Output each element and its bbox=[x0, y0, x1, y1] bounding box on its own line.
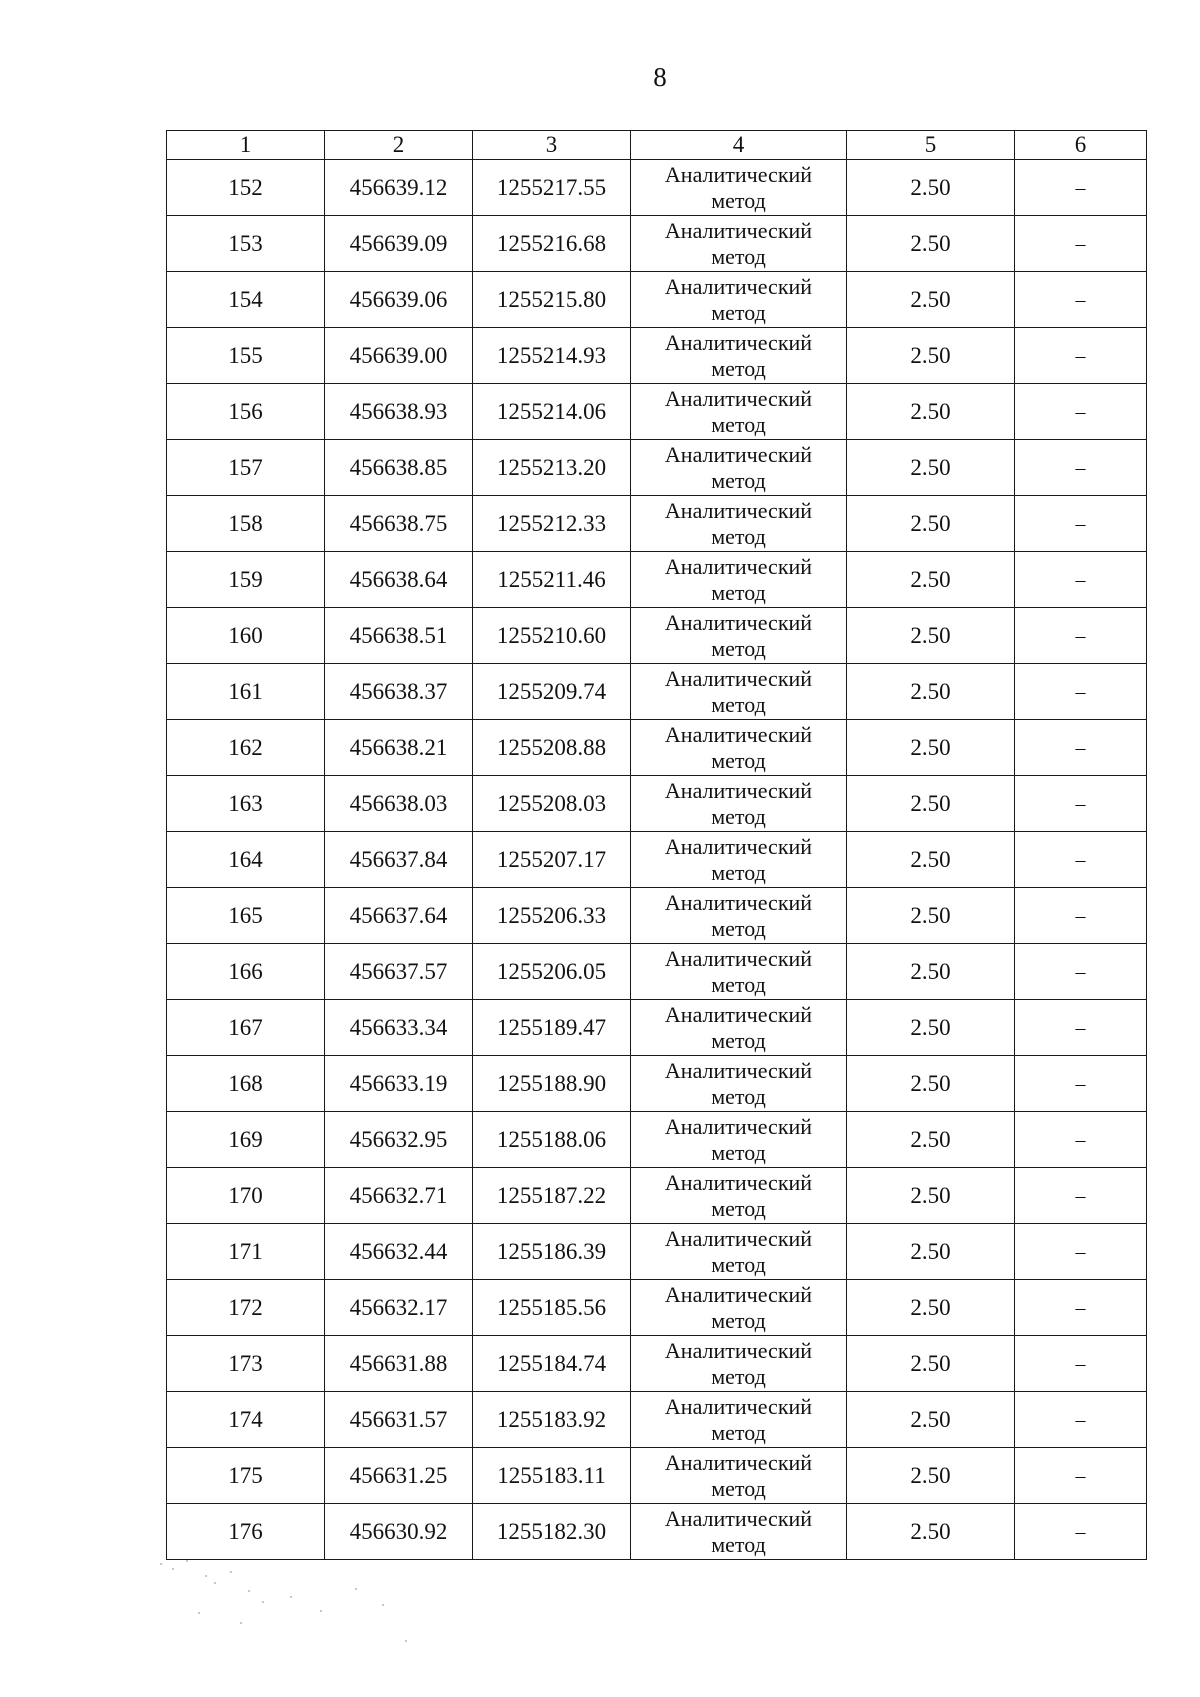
method-line-2: метод bbox=[711, 1476, 766, 1501]
method-line-2: метод bbox=[711, 748, 766, 773]
method-line-2: метод bbox=[711, 692, 766, 717]
method-cell bbox=[631, 1000, 847, 1056]
accuracy-value-cell: 2.50 bbox=[847, 1504, 1015, 1560]
method-line-2: метод bbox=[711, 1308, 766, 1333]
method-line-2: метод bbox=[711, 1084, 766, 1109]
method-line-2: метод bbox=[711, 1364, 766, 1389]
y-coordinate-cell: 1255187.22 bbox=[473, 1168, 631, 1224]
x-coordinate-cell: 456638.75 bbox=[325, 496, 473, 552]
method-line-1: Аналитический bbox=[664, 554, 813, 579]
point-number-cell: 157 bbox=[167, 440, 325, 496]
method-line-2: метод bbox=[711, 1420, 766, 1445]
point-number-cell: 158 bbox=[167, 496, 325, 552]
method-cell bbox=[631, 216, 847, 272]
method-line-1: Аналитический bbox=[664, 1170, 813, 1195]
y-coordinate-cell: 1255214.06 bbox=[473, 384, 631, 440]
note-cell: – bbox=[1015, 1000, 1147, 1056]
accuracy-value-cell: 2.50 bbox=[847, 496, 1015, 552]
accuracy-value-cell: 2.50 bbox=[847, 216, 1015, 272]
table-row bbox=[167, 272, 1147, 328]
y-coordinate-cell: 1255207.17 bbox=[473, 832, 631, 888]
method-cell bbox=[631, 888, 847, 944]
method-line-1: Аналитический bbox=[664, 1002, 813, 1027]
method-line-2: метод bbox=[711, 1252, 766, 1277]
method-cell bbox=[631, 384, 847, 440]
table-row bbox=[167, 1504, 1147, 1560]
accuracy-value-cell: 2.50 bbox=[847, 1056, 1015, 1112]
accuracy-value-cell: 2.50 bbox=[847, 160, 1015, 216]
header-col-2: 2 bbox=[325, 131, 473, 160]
point-number-cell: 175 bbox=[167, 1448, 325, 1504]
y-coordinate-cell: 1255188.90 bbox=[473, 1056, 631, 1112]
x-coordinate-cell: 456638.03 bbox=[325, 776, 473, 832]
table-row bbox=[167, 832, 1147, 888]
method-line-1: Аналитический bbox=[664, 834, 813, 859]
note-cell: – bbox=[1015, 272, 1147, 328]
method-line-1: Аналитический bbox=[664, 946, 813, 971]
x-coordinate-cell: 456638.85 bbox=[325, 440, 473, 496]
note-cell: – bbox=[1015, 1392, 1147, 1448]
method-line-1: Аналитический bbox=[664, 1282, 813, 1307]
table-row bbox=[167, 160, 1147, 216]
accuracy-value-cell: 2.50 bbox=[847, 720, 1015, 776]
method-line-2: метод bbox=[711, 860, 766, 885]
point-number-cell: 154 bbox=[167, 272, 325, 328]
point-number-cell: 170 bbox=[167, 1168, 325, 1224]
method-line-1: Аналитический bbox=[664, 1338, 813, 1363]
note-cell: – bbox=[1015, 1280, 1147, 1336]
note-cell: – bbox=[1015, 608, 1147, 664]
note-cell: – bbox=[1015, 440, 1147, 496]
header-col-1: 1 bbox=[167, 131, 325, 160]
method-line-2: метод bbox=[711, 972, 766, 997]
method-line-1: Аналитический bbox=[664, 722, 813, 747]
x-coordinate-cell: 456632.17 bbox=[325, 1280, 473, 1336]
point-number-cell: 155 bbox=[167, 328, 325, 384]
accuracy-value-cell: 2.50 bbox=[847, 272, 1015, 328]
table-row bbox=[167, 664, 1147, 720]
method-cell bbox=[631, 552, 847, 608]
table-row bbox=[167, 384, 1147, 440]
note-cell: – bbox=[1015, 496, 1147, 552]
y-coordinate-cell: 1255183.92 bbox=[473, 1392, 631, 1448]
y-coordinate-cell: 1255182.30 bbox=[473, 1504, 631, 1560]
method-line-2: метод bbox=[711, 804, 766, 829]
y-coordinate-cell: 1255210.60 bbox=[473, 608, 631, 664]
y-coordinate-cell: 1255211.46 bbox=[473, 552, 631, 608]
accuracy-value-cell: 2.50 bbox=[847, 776, 1015, 832]
y-coordinate-cell: 1255208.03 bbox=[473, 776, 631, 832]
accuracy-value-cell: 2.50 bbox=[847, 888, 1015, 944]
method-line-1: Аналитический bbox=[664, 1058, 813, 1083]
note-cell: – bbox=[1015, 1448, 1147, 1504]
note-cell: – bbox=[1015, 720, 1147, 776]
method-line-1: Аналитический bbox=[664, 1394, 813, 1419]
y-coordinate-cell: 1255185.56 bbox=[473, 1280, 631, 1336]
x-coordinate-cell: 456639.06 bbox=[325, 272, 473, 328]
y-coordinate-cell: 1255206.05 bbox=[473, 944, 631, 1000]
x-coordinate-cell: 456632.95 bbox=[325, 1112, 473, 1168]
method-cell bbox=[631, 664, 847, 720]
table-row bbox=[167, 552, 1147, 608]
accuracy-value-cell: 2.50 bbox=[847, 944, 1015, 1000]
table-row bbox=[167, 776, 1147, 832]
x-coordinate-cell: 456632.71 bbox=[325, 1168, 473, 1224]
method-line-2: метод bbox=[711, 524, 766, 549]
accuracy-value-cell: 2.50 bbox=[847, 1392, 1015, 1448]
x-coordinate-cell: 456638.51 bbox=[325, 608, 473, 664]
method-cell bbox=[631, 1448, 847, 1504]
header-col-5: 5 bbox=[847, 131, 1015, 160]
note-cell: – bbox=[1015, 1112, 1147, 1168]
y-coordinate-cell: 1255206.33 bbox=[473, 888, 631, 944]
note-cell: – bbox=[1015, 888, 1147, 944]
table-row bbox=[167, 1056, 1147, 1112]
method-line-2: метод bbox=[711, 468, 766, 493]
method-line-2: метод bbox=[711, 1140, 766, 1165]
y-coordinate-cell: 1255183.11 bbox=[473, 1448, 631, 1504]
method-line-1: Аналитический bbox=[664, 890, 813, 915]
accuracy-value-cell: 2.50 bbox=[847, 664, 1015, 720]
method-line-1: Аналитический bbox=[664, 386, 813, 411]
x-coordinate-cell: 456639.09 bbox=[325, 216, 473, 272]
method-line-1: Аналитический bbox=[664, 498, 813, 523]
page-number: 8 bbox=[653, 62, 667, 92]
method-line-2: метод bbox=[711, 916, 766, 941]
table-row bbox=[167, 1168, 1147, 1224]
method-line-1: Аналитический bbox=[664, 610, 813, 635]
method-line-2: метод bbox=[711, 412, 766, 437]
x-coordinate-cell: 456633.19 bbox=[325, 1056, 473, 1112]
method-line-2: метод bbox=[711, 300, 766, 325]
method-line-1: Аналитический bbox=[664, 442, 813, 467]
x-coordinate-cell: 456631.57 bbox=[325, 1392, 473, 1448]
note-cell: – bbox=[1015, 776, 1147, 832]
y-coordinate-cell: 1255214.93 bbox=[473, 328, 631, 384]
method-line-1: Аналитический bbox=[664, 330, 813, 355]
x-coordinate-cell: 456633.34 bbox=[325, 1000, 473, 1056]
point-number-cell: 163 bbox=[167, 776, 325, 832]
note-cell: – bbox=[1015, 664, 1147, 720]
method-cell bbox=[631, 496, 847, 552]
header-col-4: 4 bbox=[631, 131, 847, 160]
point-number-cell: 167 bbox=[167, 1000, 325, 1056]
y-coordinate-cell: 1255184.74 bbox=[473, 1336, 631, 1392]
point-number-cell: 174 bbox=[167, 1392, 325, 1448]
header-col-3: 3 bbox=[473, 131, 631, 160]
note-cell: – bbox=[1015, 944, 1147, 1000]
point-number-cell: 161 bbox=[167, 664, 325, 720]
table-row bbox=[167, 496, 1147, 552]
table-row bbox=[167, 1112, 1147, 1168]
table-body bbox=[167, 160, 1147, 1560]
accuracy-value-cell: 2.50 bbox=[847, 328, 1015, 384]
x-coordinate-cell: 456638.37 bbox=[325, 664, 473, 720]
accuracy-value-cell: 2.50 bbox=[847, 832, 1015, 888]
x-coordinate-cell: 456637.57 bbox=[325, 944, 473, 1000]
point-number-cell: 153 bbox=[167, 216, 325, 272]
table-row bbox=[167, 1000, 1147, 1056]
y-coordinate-cell: 1255217.55 bbox=[473, 160, 631, 216]
table-row bbox=[167, 888, 1147, 944]
accuracy-value-cell: 2.50 bbox=[847, 440, 1015, 496]
note-cell: – bbox=[1015, 832, 1147, 888]
header-col-6: 6 bbox=[1015, 131, 1147, 160]
method-line-2: метод bbox=[711, 1028, 766, 1053]
note-cell: – bbox=[1015, 216, 1147, 272]
y-coordinate-cell: 1255213.20 bbox=[473, 440, 631, 496]
method-cell bbox=[631, 328, 847, 384]
point-number-cell: 166 bbox=[167, 944, 325, 1000]
method-line-1: Аналитический bbox=[664, 274, 813, 299]
header-row bbox=[167, 131, 1147, 160]
method-line-2: метод bbox=[711, 636, 766, 661]
table-row bbox=[167, 944, 1147, 1000]
point-number-cell: 172 bbox=[167, 1280, 325, 1336]
y-coordinate-cell: 1255215.80 bbox=[473, 272, 631, 328]
x-coordinate-cell: 456639.00 bbox=[325, 328, 473, 384]
y-coordinate-cell: 1255189.47 bbox=[473, 1000, 631, 1056]
method-cell bbox=[631, 832, 847, 888]
note-cell: – bbox=[1015, 1224, 1147, 1280]
x-coordinate-cell: 456632.44 bbox=[325, 1224, 473, 1280]
note-cell: – bbox=[1015, 1504, 1147, 1560]
accuracy-value-cell: 2.50 bbox=[847, 384, 1015, 440]
method-line-1: Аналитический bbox=[664, 162, 813, 187]
point-number-cell: 160 bbox=[167, 608, 325, 664]
method-line-1: Аналитический bbox=[664, 778, 813, 803]
point-number-cell: 169 bbox=[167, 1112, 325, 1168]
table-row bbox=[167, 1280, 1147, 1336]
method-cell bbox=[631, 776, 847, 832]
note-cell: – bbox=[1015, 1056, 1147, 1112]
note-cell: – bbox=[1015, 1168, 1147, 1224]
table-header bbox=[167, 131, 1147, 160]
accuracy-value-cell: 2.50 bbox=[847, 1112, 1015, 1168]
method-line-2: метод bbox=[711, 580, 766, 605]
point-number-cell: 164 bbox=[167, 832, 325, 888]
point-number-cell: 171 bbox=[167, 1224, 325, 1280]
accuracy-value-cell: 2.50 bbox=[847, 1336, 1015, 1392]
coordinates-table-wrapper bbox=[166, 130, 1146, 1560]
method-line-2: метод bbox=[711, 1196, 766, 1221]
table-row bbox=[167, 608, 1147, 664]
accuracy-value-cell: 2.50 bbox=[847, 1280, 1015, 1336]
x-coordinate-cell: 456631.25 bbox=[325, 1448, 473, 1504]
table-row bbox=[167, 216, 1147, 272]
method-cell bbox=[631, 1336, 847, 1392]
method-cell bbox=[631, 1168, 847, 1224]
y-coordinate-cell: 1255186.39 bbox=[473, 1224, 631, 1280]
point-number-cell: 173 bbox=[167, 1336, 325, 1392]
y-coordinate-cell: 1255208.88 bbox=[473, 720, 631, 776]
note-cell: – bbox=[1015, 328, 1147, 384]
table-row bbox=[167, 1448, 1147, 1504]
accuracy-value-cell: 2.50 bbox=[847, 552, 1015, 608]
y-coordinate-cell: 1255216.68 bbox=[473, 216, 631, 272]
table-row bbox=[167, 328, 1147, 384]
note-cell: – bbox=[1015, 384, 1147, 440]
method-cell bbox=[631, 1224, 847, 1280]
note-cell: – bbox=[1015, 552, 1147, 608]
method-cell bbox=[631, 1056, 847, 1112]
x-coordinate-cell: 456637.84 bbox=[325, 832, 473, 888]
method-cell bbox=[631, 720, 847, 776]
x-coordinate-cell: 456639.12 bbox=[325, 160, 473, 216]
point-number-cell: 156 bbox=[167, 384, 325, 440]
x-coordinate-cell: 456638.21 bbox=[325, 720, 473, 776]
y-coordinate-cell: 1255188.06 bbox=[473, 1112, 631, 1168]
coordinates-table bbox=[166, 130, 1147, 1560]
method-cell bbox=[631, 1112, 847, 1168]
point-number-cell: 168 bbox=[167, 1056, 325, 1112]
point-number-cell: 176 bbox=[167, 1504, 325, 1560]
table-row bbox=[167, 440, 1147, 496]
x-coordinate-cell: 456631.88 bbox=[325, 1336, 473, 1392]
accuracy-value-cell: 2.50 bbox=[847, 1000, 1015, 1056]
accuracy-value-cell: 2.50 bbox=[847, 1448, 1015, 1504]
point-number-cell: 165 bbox=[167, 888, 325, 944]
note-cell: – bbox=[1015, 1336, 1147, 1392]
x-coordinate-cell: 456630.92 bbox=[325, 1504, 473, 1560]
point-number-cell: 159 bbox=[167, 552, 325, 608]
method-line-2: метод bbox=[711, 1532, 766, 1557]
accuracy-value-cell: 2.50 bbox=[847, 1168, 1015, 1224]
x-coordinate-cell: 456638.64 bbox=[325, 552, 473, 608]
method-line-1: Аналитический bbox=[664, 666, 813, 691]
x-coordinate-cell: 456638.93 bbox=[325, 384, 473, 440]
method-line-1: Аналитический bbox=[664, 1506, 813, 1531]
method-line-2: метод bbox=[711, 356, 766, 381]
point-number-cell: 152 bbox=[167, 160, 325, 216]
accuracy-value-cell: 2.50 bbox=[847, 1224, 1015, 1280]
method-cell bbox=[631, 1504, 847, 1560]
table-row bbox=[167, 720, 1147, 776]
table-row bbox=[167, 1336, 1147, 1392]
x-coordinate-cell: 456637.64 bbox=[325, 888, 473, 944]
method-cell bbox=[631, 1392, 847, 1448]
method-line-1: Аналитический bbox=[664, 218, 813, 243]
method-line-1: Аналитический bbox=[664, 1450, 813, 1475]
table-row bbox=[167, 1392, 1147, 1448]
method-cell bbox=[631, 440, 847, 496]
method-line-1: Аналитический bbox=[664, 1114, 813, 1139]
method-cell bbox=[631, 272, 847, 328]
method-cell bbox=[631, 1280, 847, 1336]
point-number-cell: 162 bbox=[167, 720, 325, 776]
table-row bbox=[167, 1224, 1147, 1280]
method-cell bbox=[631, 608, 847, 664]
y-coordinate-cell: 1255209.74 bbox=[473, 664, 631, 720]
method-line-1: Аналитический bbox=[664, 1226, 813, 1251]
method-cell bbox=[631, 944, 847, 1000]
y-coordinate-cell: 1255212.33 bbox=[473, 496, 631, 552]
method-line-2: метод bbox=[711, 244, 766, 269]
note-cell: – bbox=[1015, 160, 1147, 216]
method-line-2: метод bbox=[711, 188, 766, 213]
method-cell bbox=[631, 160, 847, 216]
accuracy-value-cell: 2.50 bbox=[847, 608, 1015, 664]
